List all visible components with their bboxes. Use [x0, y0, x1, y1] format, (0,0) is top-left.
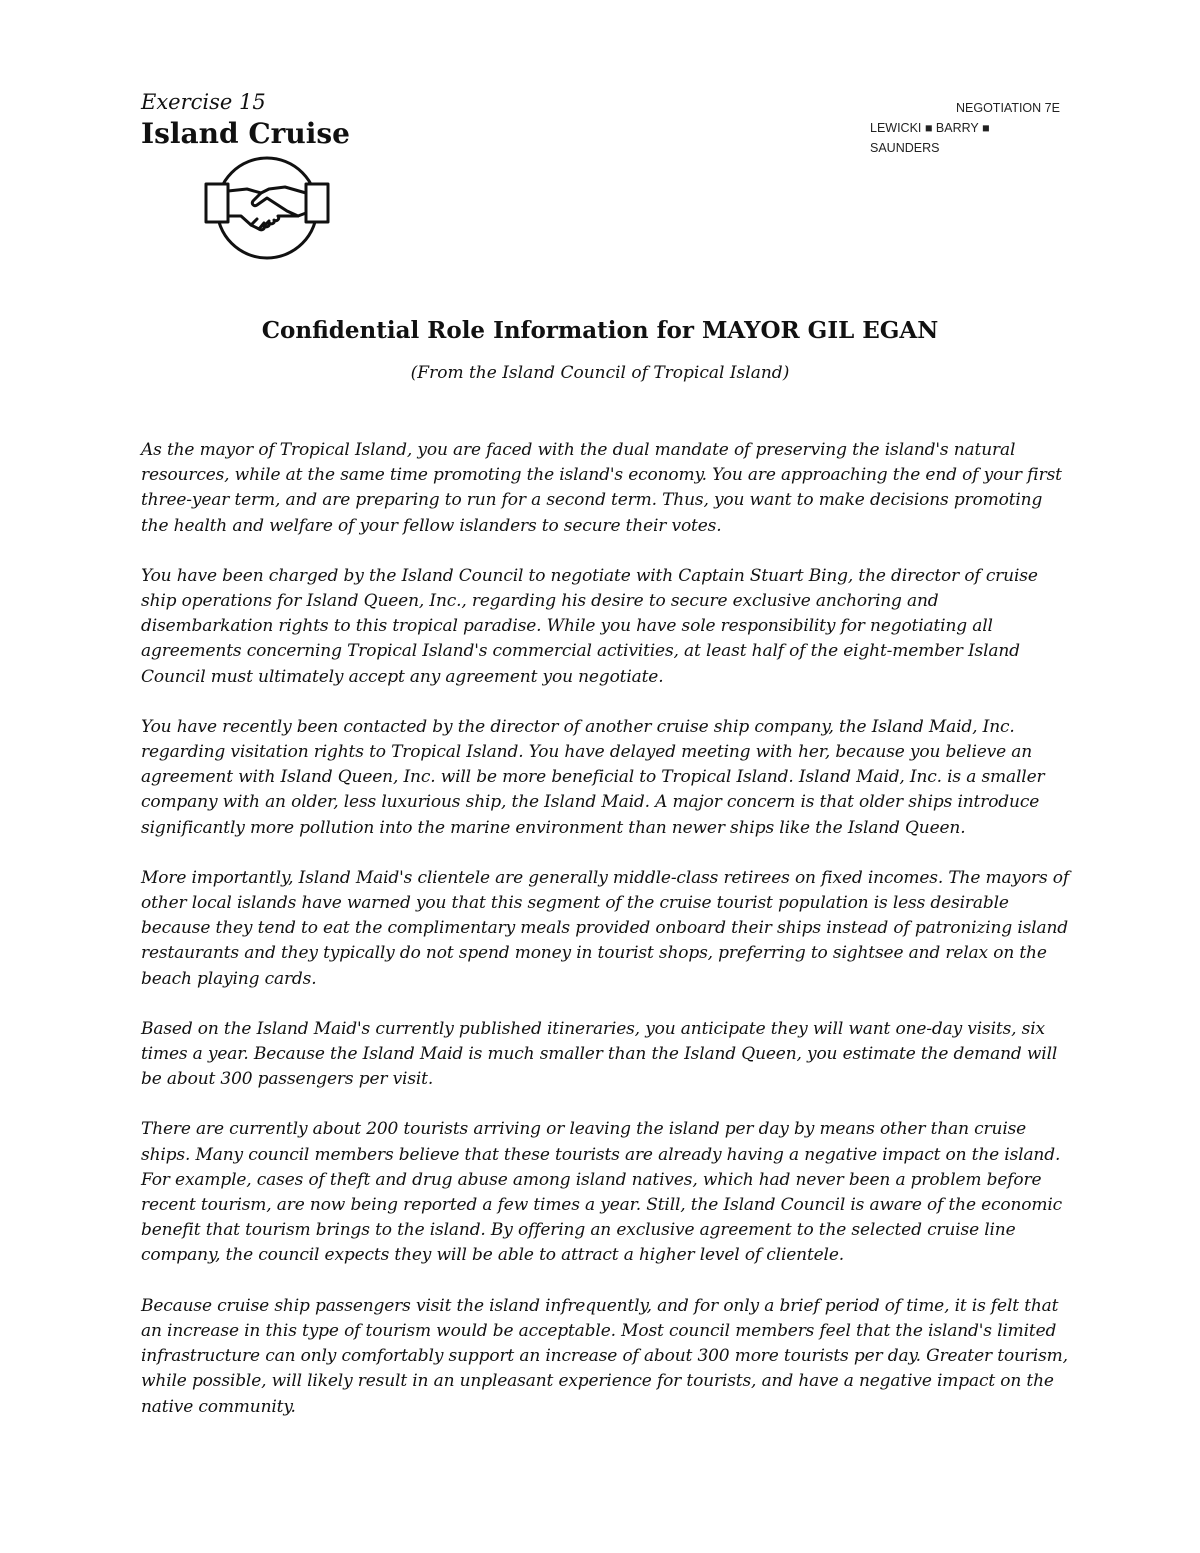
- exercise-label: Exercise 15: [141, 90, 266, 114]
- book-info: [870, 98, 1060, 158]
- paragraph: There are currently about 200 tourists arriving or leaving the island per day by means other than cruise ships. Many council members believe that these tourists are already having a negative impact on the island. For example, cases of theft and drug abuse among island natives, which had never been a problem before recent tourism, are now being reported a few times a year. Still, the Island Council is aware of the economic benefit that tourism brings to the island. By offering an exclusive agreement to the selected cruise line company, the council expects they will be able to attract a higher level of clientele.: [141, 1119, 1063, 1266]
- paragraph: As the mayor of Tropical Island, you are faced with the dual mandate of preserving the island's natural resources, while at the same time promoting the island's economy. You are approaching the end of your first three-year term, and are preparing to run for a second term. Thus, you want to make decisions promoting the health and welfare of your fellow islanders to secure their votes.: [141, 440, 1062, 536]
- paragraph: You have been charged by the Island Council to negotiate with Captain Stuart Bing, the director of cruise ship operations for Island Queen, Inc., regarding his desire to secure exclusive anchoring and disembarkation rights to this tropical paradise. While you have sole responsibility for negotiating all agreements concerning Tropical Island's commercial activities, at least half of the eight-member Island Council must ultimately accept any agreement you negotiate.: [141, 565, 1038, 687]
- body-text: [141, 438, 1071, 1445]
- book-authors: LEWICKI ■ BARRY ■ SAUNDERS: [870, 121, 990, 155]
- handshake-icon: [203, 153, 331, 263]
- paragraph: More importantly, Island Maid's clientele are generally middle-class retirees on fixed incomes. The mayors of other local islands have warned you that this segment of the cruise tourist population is less desirable because they tend to eat the complimentary meals provided onboard their ships instead of patronizing island restaurants and they typically do not spend money in tourist shops, preferring to sightsee and relax on the beach playing cards.: [141, 867, 1070, 989]
- paragraph: You have recently been contacted by the director of another cruise ship company, the Island Maid, Inc. regarding visitation rights to Tropical Island. You have delayed meeting with her, because you believe an agreement with Island Queen, Inc. will be more beneficial to Tropical Island. Island Maid, Inc. is a smaller company with an older, less luxurious ship, the Island Maid. A major concern is that older ships introduce significantly more pollution into the marine environment than newer ships like the Island Queen.: [141, 716, 1045, 838]
- paragraph: Based on the Island Maid's currently published itineraries, you anticipate they will want one-day visits, six times a year. Because the Island Maid is much smaller than the Island Queen, you estimate the demand will be about 300 passengers per visit.: [141, 1018, 1058, 1090]
- book-edition: NEGOTIATION 7E: [956, 101, 1060, 115]
- role-title: Confidential Role Information for MAYOR GIL EGAN: [261, 317, 939, 344]
- role-subtitle: (From the Island Council of Tropical Island): [410, 363, 790, 383]
- paragraph: Because cruise ship passengers visit the island infrequently, and for only a brief period of time, it is felt that an increase in this type of tourism would be acceptable. Most council members feel that the island's limited infrastructure can only comfortably support an increase of about 300 more tourists per day. Greater tourism, while possible, will likely result in an unpleasant experience for tourists, and have a negative impact on the native community.: [141, 1295, 1068, 1417]
- exercise-title: Island Cruise: [141, 117, 350, 150]
